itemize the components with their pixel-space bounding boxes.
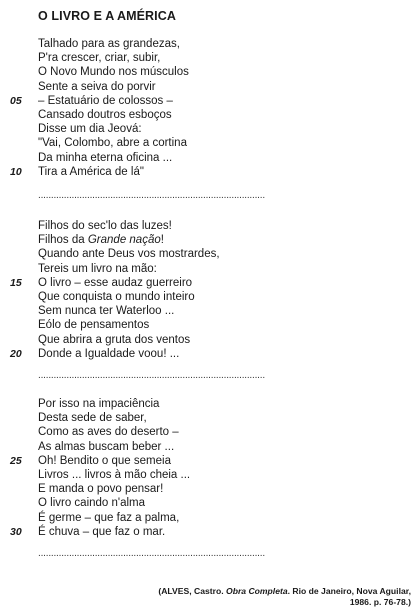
line-text xyxy=(38,247,220,261)
poem-line xyxy=(0,247,414,261)
line-text-part: Quando ante Deus vos mostrardes, xyxy=(38,248,220,261)
poem-line xyxy=(0,318,414,332)
poem-line xyxy=(0,468,414,482)
line-number: 10 xyxy=(10,165,22,178)
line-number: 30 xyxy=(10,525,22,538)
poem-title: O LIVRO E A AMÉRICA xyxy=(38,9,177,23)
citation-line-1 xyxy=(111,586,411,597)
poem-line xyxy=(0,525,414,539)
poem-line xyxy=(0,397,414,411)
line-text xyxy=(38,318,149,332)
line-text: Tira a América de lá" xyxy=(38,165,144,178)
line-text-part: Que conquista o mundo inteiro xyxy=(38,290,195,303)
line-text: As almas buscam beber ... xyxy=(38,440,175,453)
line-text xyxy=(38,290,195,304)
line-text: Livros ... livros à mão cheia ... xyxy=(38,468,191,481)
line-text: O livro caindo n'alma xyxy=(38,497,146,510)
line-text xyxy=(38,333,190,347)
poem-line xyxy=(0,94,414,108)
line-text-emphasis: Grande nação xyxy=(87,234,161,247)
poem-line xyxy=(0,482,414,496)
poem-line xyxy=(0,496,414,510)
line-text xyxy=(38,219,172,233)
poem-line xyxy=(0,411,414,425)
citation-publisher: . Rio de Janeiro, Nova Aguilar, xyxy=(287,586,411,596)
citation-work-title: Obra Completa xyxy=(226,586,288,596)
line-text-part: Filhos da xyxy=(38,234,88,247)
line-text: É chuva – que faz o mar. xyxy=(38,525,166,538)
citation xyxy=(111,586,411,608)
line-text: Oh! Bendito o que semeia xyxy=(38,454,171,467)
line-text: Sente a seiva do porvir xyxy=(38,80,156,93)
line-text: Cansado doutros esboços xyxy=(38,108,172,121)
citation-author: (ALVES, Castro. xyxy=(158,586,227,596)
line-text-part: ! xyxy=(160,234,164,247)
poem-line xyxy=(0,65,414,79)
poem-line xyxy=(0,37,414,51)
poem-line xyxy=(0,122,414,136)
poem-line xyxy=(0,262,414,276)
line-text: Disse um dia Jeová: xyxy=(38,123,142,136)
poem-line xyxy=(0,80,414,94)
stanza-3 xyxy=(0,397,414,539)
poem-line xyxy=(0,440,414,454)
poem-line xyxy=(0,108,414,122)
line-text-part: Donde a Igualdade voou! ... xyxy=(38,347,180,360)
poem-line xyxy=(0,290,414,304)
line-text-part: Filhos do sec'lo das luzes! xyxy=(38,220,172,232)
line-number: 25 xyxy=(10,454,22,467)
line-text xyxy=(38,262,157,276)
line-text-part: Que abrira a gruta dos ventos xyxy=(38,333,191,346)
poem-line xyxy=(0,347,414,361)
line-number: 20 xyxy=(10,347,22,360)
line-number: 05 xyxy=(10,94,22,107)
line-text: Desta sede de saber, xyxy=(38,412,147,425)
line-text-part: Sem nunca ter Waterloo ... xyxy=(38,305,175,318)
line-text-part: Eólo de pensamentos xyxy=(38,319,150,332)
line-text xyxy=(38,233,164,247)
line-text: É germe – que faz a palma, xyxy=(38,511,180,524)
stanza-2 xyxy=(0,219,414,361)
poem-line xyxy=(0,333,414,347)
poem-line xyxy=(0,165,414,179)
line-text: O Novo Mundo nos músculos xyxy=(38,66,189,79)
poem-line xyxy=(0,454,414,468)
line-text: Talhado para as grandezas, xyxy=(38,38,180,50)
line-text-part: Tereis um livro na mão: xyxy=(38,262,157,275)
line-text-part: O livro – esse audaz guerreiro xyxy=(38,276,193,289)
poem-line xyxy=(0,233,414,247)
line-text: Por isso na impaciência xyxy=(38,398,160,410)
poem-line xyxy=(0,136,414,150)
poem-line xyxy=(0,276,414,290)
separator-dots: ........................................................................................ xyxy=(38,190,265,201)
line-text xyxy=(38,276,192,290)
line-text: Da minha eterna oficina ... xyxy=(38,151,173,164)
line-number: 15 xyxy=(10,276,22,289)
poem-line xyxy=(0,51,414,65)
citation-line-2: 1986. p. 76-78.) xyxy=(349,597,411,607)
line-text: "Vai, Colombo, abre a cortina xyxy=(38,137,187,150)
line-text: P'ra crescer, criar, subir, xyxy=(38,52,161,65)
line-text: E manda o povo pensar! xyxy=(38,483,164,496)
poem-line xyxy=(0,219,414,233)
poem-line xyxy=(0,151,414,165)
line-text: Como as aves do deserto – xyxy=(38,426,179,439)
poem-line xyxy=(0,511,414,525)
line-text: – Estatuário de colossos – xyxy=(38,94,173,107)
stanza-1 xyxy=(0,37,414,179)
line-text xyxy=(38,304,174,318)
poem-line xyxy=(0,425,414,439)
separator-dots: ........................................................................................ xyxy=(38,548,265,559)
poem-line xyxy=(0,304,414,318)
separator-dots: ........................................................................................ xyxy=(38,370,265,381)
line-text xyxy=(38,347,179,361)
